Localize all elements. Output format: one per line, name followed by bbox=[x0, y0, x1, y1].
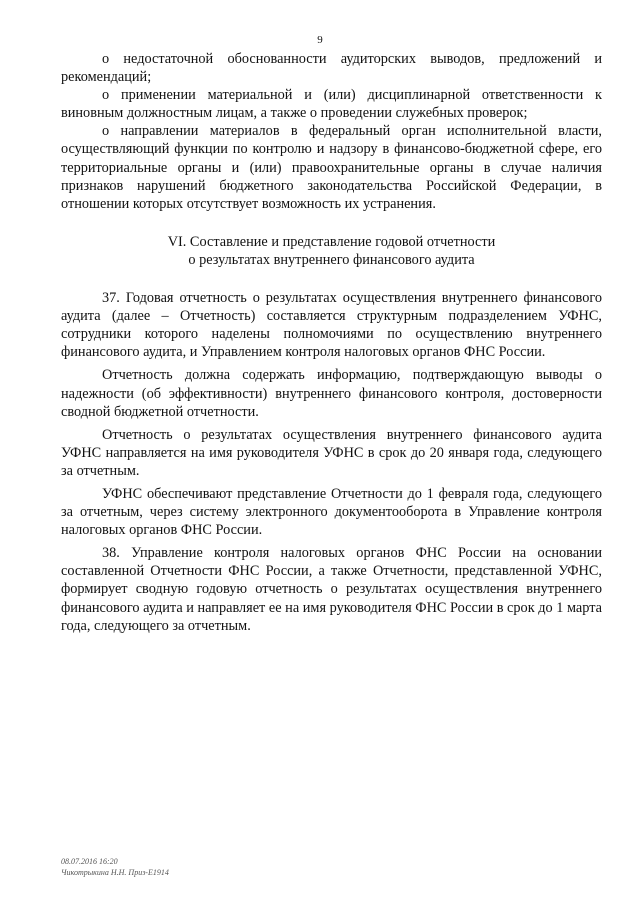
section-title bbox=[61, 233, 602, 269]
paragraph-materials-referral: о направлении материалов в федеральный орган исполнительной власти, осуществляющий функции по контролю и надзору в финансово-бюджетной сфере, его территориальные органы и (или) правоохранительные органы в случае наличия признаков нарушений бюджетного законодательства Российской Федерации, в отношении которых отсутствует возможность их устранения. bbox=[61, 123, 602, 212]
section-title-line2: о результатах внутреннего финансового аудита bbox=[188, 251, 475, 268]
footer-stamp bbox=[61, 856, 169, 878]
paragraph-37: 37. Годовая отчетность о результатах осуществления внутреннего финансового аудита (далее – Отчетность) составляется структурным подразделением УФНС, сотрудники которого наделены полномочиями по осуществлению внутреннего финансового аудита, и Управлением контроля налоговых органов ФНС России. bbox=[61, 290, 602, 361]
paragraph-insufficient-justification: о недостаточной обоснованности аудиторских выводов, предложений и рекомендаций; bbox=[61, 51, 602, 86]
paragraph-report-content: Отчетность должна содержать информацию, подтверждающую выводы о надежности (об эффективности) внутреннего финансового контроля, достоверности сводной бюджетной отчетности. bbox=[61, 367, 602, 420]
paragraph-report-deadline: Отчетность о результатах осуществления внутреннего финансового аудита УФНС направляется на имя руководителя УФНС в срок до 20 января года, следующего за отчетным. bbox=[61, 426, 602, 479]
paragraph-report-submission: УФНС обеспечивают представление Отчетности до 1 февраля года, следующего за отчетным, через систему электронного документооборота в Управление контроля налоговых органов ФНС России. bbox=[61, 485, 602, 539]
page-number: 9 bbox=[317, 34, 323, 46]
paragraph-38: 38. Управление контроля налоговых органов ФНС России на основании составленной Отчетности ФНС России, а также Отчетности, представленной УФНС, формирует сводную годовую отчетность о результатах осуществления внутреннего финансового аудита и направляет ее на имя руководителя ФНС России в срок до 1 марта года, следующего за отчетным. bbox=[61, 545, 602, 634]
footer-author: Чикотрыкина Н.Н. Приз-E1914 bbox=[61, 868, 169, 877]
document-body bbox=[61, 50, 602, 635]
section-title-line1: VI. Составление и представление годовой отчетности bbox=[167, 233, 496, 250]
paragraph-liability: о применении материальной и (или) дисциплинарной ответственности к виновным должностным лицам, а также о проведении служебных проверок; bbox=[61, 87, 602, 122]
footer-timestamp: 08.07.2016 16:20 bbox=[61, 857, 118, 866]
